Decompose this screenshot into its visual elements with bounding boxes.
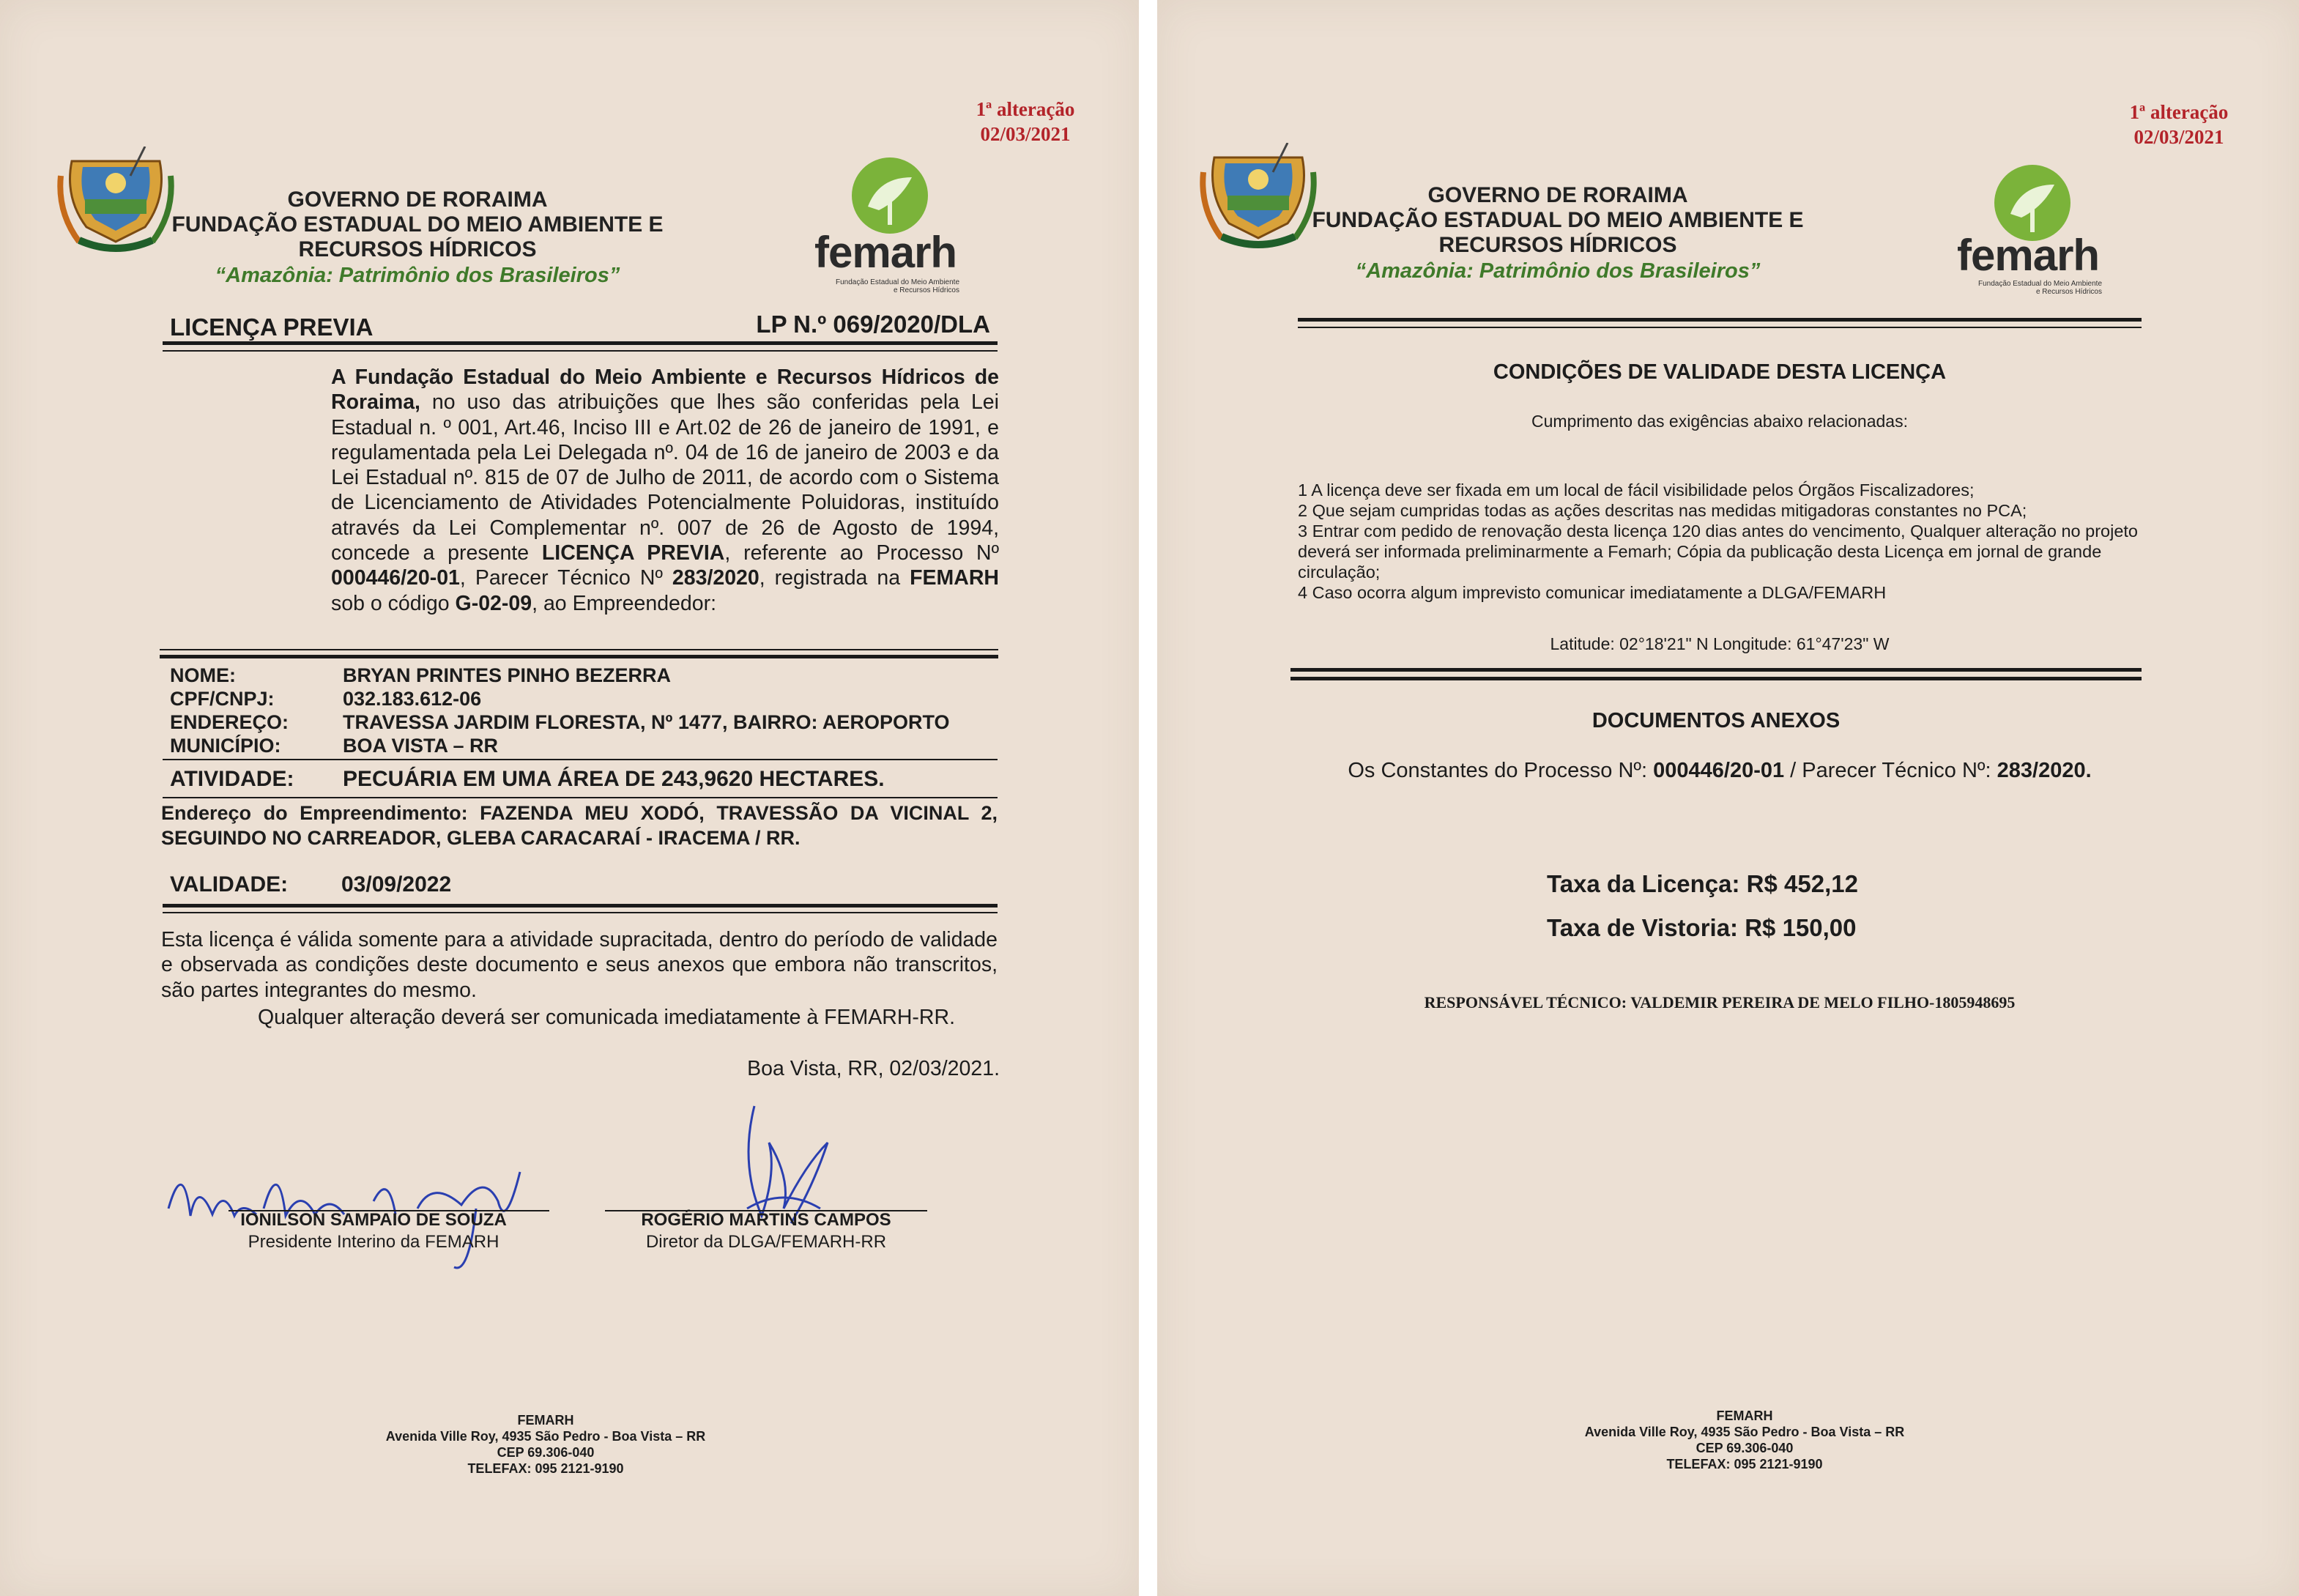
- license-number: LP N.º 069/2020/DLA: [756, 311, 990, 338]
- signature-block-director: ROGÉRIO MARTINS CAMPOS Diretor da DLGA/FEMARH-RR: [641, 1210, 891, 1252]
- header-motto: “Amazônia: Patrimônio dos Brasileiros”: [1355, 259, 1761, 283]
- condition-item: 4 Caso ocorra algum imprevisto comunicar imediatamente a DLGA/FEMARH: [1298, 583, 1887, 602]
- activity-label: ATIVIDADE:: [170, 767, 294, 791]
- license-page-2: 1ª alteração 02/03/2021 GOVERNO DE RORAIMA FUNDAÇÃO ESTADUAL DO MEIO AMBIENTE E RECURSOS HÍDRICOS “Amazônia: Patrimônio dos Brasileiros” femarh Fundação Estadual do Meio Ambiente e Recursos Hídricos CONDIÇÕES DE VALIDADE DESTA LICENÇA Cumprimento das exigências abaixo relacionadas: 1 A licença deve ser fixada em um local de fácil visibilidade pelos Órgãos Fiscalizadores; 2 Que sejam cumpridas todas as ações descritas nas medidas mitigadoras constantes no PCA; 3 Entrar com pedido de renovação desta licença 120 dias antes do vencimento, Qualquer alteração no projeto deverá ser informada preliminarmente a Femarh; Cópia da publicação desta Licença em jornal de grande circulação; 4 Caso ocorra algum imprevisto comunicar imediatamente a DLGA/FEMARH Latitude: 02°18'21" N Longitude: 61°47'23" W DOCUMENTOS ANEXOS Os Constantes do Processo Nº: 000446/20-01 / Parecer Técnico Nº: 283/2020. Taxa da Licença: R$ 452,12 Taxa de Vistoria: R$ 150,00 RESPONSÁVEL TÉCNICO: VALDEMIR PEREIRA DE MELO FILHO-1805948695 FEMARH Avenida Ville Roy, 4935 São Pedro - Boa Vista – RR CEP 69.306-040 TELEFAX: 095 2121-9190: [1157, 0, 2299, 1596]
- femarh-logo-subtitle: Fundação Estadual do Meio Ambiente e Recursos Hídricos: [1978, 280, 2102, 296]
- place-date: Boa Vista, RR, 02/03/2021.: [747, 1057, 1000, 1080]
- conditions-subtitle: Cumprimento das exigências abaixo relacionadas:: [1531, 412, 1908, 431]
- conditions-list: [1298, 480, 2142, 603]
- footer-address: FEMARH Avenida Ville Roy, 4935 São Pedro - Boa Vista – RR CEP 69.306-040 TELEFAX: 095 2121-9190: [1584, 1408, 1905, 1471]
- validity-value: 03/09/2022: [341, 872, 452, 897]
- condition-item: 3 Entrar com pedido de renovação desta licença 120 dias antes do vencimento, Qualquer alteração no projeto deverá ser informada preliminarmente a Femarh; Cópia da publicação desta Licença em jornal de grande circulação;: [1298, 522, 2139, 582]
- roraima-coat-of-arms-icon: [1200, 143, 1317, 253]
- conditions-title: CONDIÇÕES DE VALIDADE DESTA LICENÇA: [1493, 360, 1947, 384]
- header-motto: “Amazônia: Patrimônio dos Brasileiros”: [215, 264, 620, 287]
- license-page-1: 1ª alteração 02/03/2021 GOVERNO DE RORAIMA FUNDAÇÃO ESTADUAL DO MEIO AMBIENTE E RECURSOS HÍDRICOS “Amazônia: Patrimônio dos Brasileiros” femarh Fundação Estadual do Meio Ambiente e Recursos Hídricos LICENÇA PREVIA LP N.º 069/2020/DLA A Fundação Estadual do Meio Ambiente e Recursos Hídricos de Roraima, no uso das atribuições que lhes são conferidas pela Lei Estadual n. º 001, Art.46, Inciso III e Art.02 de 26 de janeiro de 1991, e regulamentada pela Lei Delegada nº. 04 de 16 de janeiro de 2003 e da Lei Estadual nº. 815 de 07 de Julho de 2011, de acordo com o Sistema de Licenciamento de Atividades Potencialmente Poluidoras, instituído através da Lei Complementar nº. 007 de 26 de Agosto de 1994, concede a presente LICENÇA PREVIA, referente ao Processo Nº 000446/20-01, Parecer Técnico Nº 283/2020, registrada na FEMARH sob o código G-02-09, ao Empreendedor: NOME: CPF/CNPJ: ENDEREÇO: MUNICÍPIO: BRYAN PRINTES PINHO BEZERRA 032.183.612-06 TRAVESSA JARDIM FLORESTA, Nº 1477, BAIRRO: AEROPORTO BOA VISTA – RR ATIVIDADE: PECUÁRIA EM UMA ÁREA DE 243,9620 HECTARES. Endereço do Empreendimento: FAZENDA MEU XODÓ, TRAVESSÃO DA VICINAL 2, SEGUINDO NO CARREADOR, GLEBA CARACARAÍ - IRACEMA / RR. VALIDADE: 03/09/2022 Esta licença é válida somente para a atividade supracitada, dentro do período de validade e observada as condições deste documento e seus anexos que embora não transcritos, são partes integrantes do mesmo. Qualquer alteração deverá ser comunicada imediatamente à FEMARH-RR. Boa Vista, RR, 02/03/2021. IONILSON SAMPAIO DE SOUZA Presidente Interino da FEMARH ROGÉRIO MARTINS CAMPOS Diretor da DLGA/FEMARH-RR FEMARH Avenida Ville Roy, 4935 São Pedro - Boa Vista – RR CEP 69.306-040 TELEFAX: 095 2121-9190: [0, 0, 1139, 1596]
- signature-block-president: IONILSON SAMPAIO DE SOUZA Presidente Interino da FEMARH: [240, 1210, 507, 1252]
- coordinates: Latitude: 02°18'21" N Longitude: 61°47'23" W: [1550, 634, 1890, 653]
- enterprise-address: Endereço do Empreendimento: FAZENDA MEU XODÓ, TRAVESSÃO DA VICINAL 2, SEGUINDO NO CARREADOR, GLEBA CARACARAÍ - IRACEMA / RR.: [161, 802, 998, 849]
- activity-value: PECUÁRIA EM UMA ÁREA DE 243,9620 HECTARES.: [343, 767, 885, 791]
- field-labels: NOME: CPF/CNPJ: ENDEREÇO: MUNICÍPIO:: [170, 664, 289, 757]
- alteration-stamp: 1ª alteração 02/03/2021: [976, 98, 1075, 145]
- condition-item: 2 Que sejam cumpridas todas as ações descritas nas medidas mitigadoras constantes no PCA;: [1298, 501, 2027, 520]
- footer-address: FEMARH Avenida Ville Roy, 4935 São Pedro - Boa Vista – RR CEP 69.306-040 TELEFAX: 095 2121-9190: [385, 1413, 706, 1476]
- change-notice: Qualquer alteração deverá ser comunicada imediatamente à FEMARH-RR.: [258, 1006, 956, 1029]
- validity-label: VALIDADE:: [170, 872, 289, 897]
- validity-paragraph: Esta licença é válida somente para a atividade supracitada, dentro do período de validade e observada as condições deste documento e seus anexos que embora não transcritos, são partes integrantes do mesmo.: [161, 928, 998, 1002]
- alteration-stamp: 1ª alteração 02/03/2021: [2129, 101, 2229, 148]
- femarh-logo-subtitle: Fundação Estadual do Meio Ambiente e Recursos Hídricos: [836, 278, 959, 294]
- field-values: BRYAN PRINTES PINHO BEZERRA 032.183.612-06 TRAVESSA JARDIM FLORESTA, Nº 1477, BAIRRO: AEROPORTO BOA VISTA – RR: [343, 664, 950, 757]
- inspection-fee: Taxa de Vistoria: R$ 150,00: [1547, 914, 1857, 941]
- roraima-coat-of-arms-icon: [57, 146, 174, 256]
- responsible-technician: RESPONSÁVEL TÉCNICO: VALDEMIR PEREIRA DE MELO FILHO-1805948695: [1424, 993, 2016, 1012]
- header-block: GOVERNO DE RORAIMA FUNDAÇÃO ESTADUAL DO MEIO AMBIENTE E RECURSOS HÍDRICOS: [171, 188, 664, 261]
- femarh-leaf-icon: [850, 155, 930, 236]
- condition-item: 1 A licença deve ser fixada em um local de fácil visibilidade pelos Órgãos Fiscalizadores;: [1298, 480, 1975, 500]
- documents-title: DOCUMENTOS ANEXOS: [1592, 709, 1841, 732]
- documents-text: Os Constantes do Processo Nº: 000446/20-01 / Parecer Técnico Nº: 283/2020.: [1348, 759, 2092, 782]
- header-block: GOVERNO DE RORAIMA FUNDAÇÃO ESTADUAL DO MEIO AMBIENTE E RECURSOS HÍDRICOS: [1312, 183, 1804, 257]
- license-fee: Taxa da Licença: R$ 452,12: [1547, 870, 1858, 897]
- license-title: LICENÇA PREVIA: [170, 313, 374, 341]
- license-intro-paragraph: A Fundação Estadual do Meio Ambiente e Recursos Hídricos de Roraima, no uso das atribuições que lhes são conferidas pela Lei Estadual n. º 001, Art.46, Inciso III e Art.02 de 26 de janeiro de 1991, e regulamentada pela Lei Delegada nº. 04 de 16 de janeiro de 2003 e da Lei Estadual nº. 815 de 07 de Julho de 2011, de acordo com o Sistema de Licenciamento de Atividades Potencialmente Poluidoras, instituído através da Lei Complementar nº. 007 de 26 de Agosto de 1994, concede a presente LICENÇA PREVIA, referente ao Processo Nº 000446/20-01, Parecer Técnico Nº 283/2020, registrada na FEMARH sob o código G-02-09, ao Empreendedor:: [331, 365, 1000, 615]
- signature-1-icon: [154, 1128, 564, 1282]
